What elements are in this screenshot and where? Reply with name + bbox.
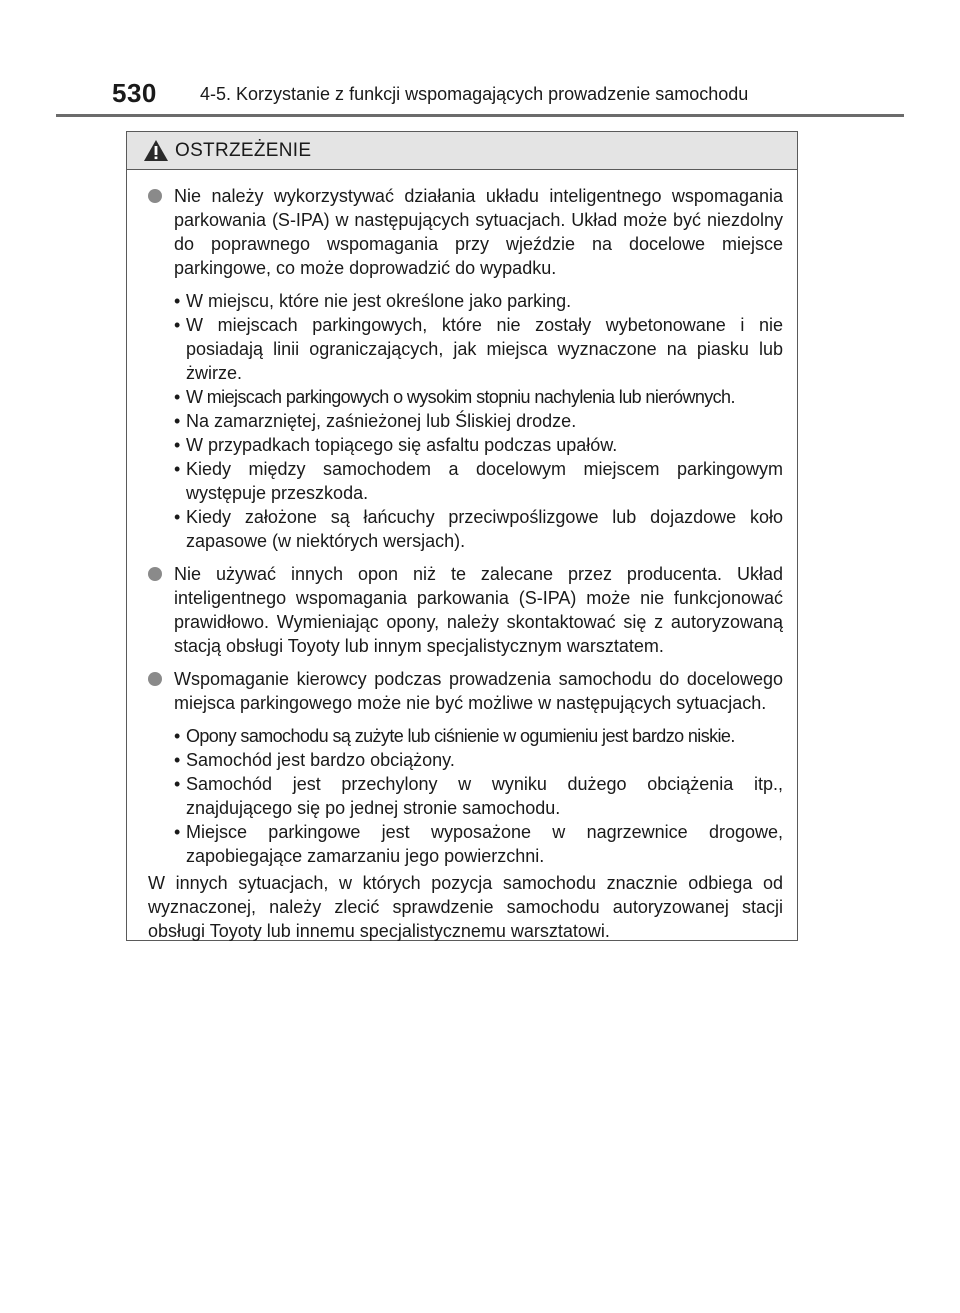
bullet-dot-icon [148,189,162,203]
list-item: • W miejscu, które nie jest określone jako parking. [174,291,572,311]
list-item: • W przypadkach topiącego się asfaltu podczas upałów. [174,435,618,455]
bullet-icon: • [174,435,181,455]
paragraph-text: Wspomaganie kierowcy podczas prowadzenia samochodu do docelowego miejsca parkingowego może nie być możliwe w następujących sytuacjach. [174,669,783,713]
bullet-icon: • [174,822,181,842]
list-item: • W miejscach parkingowych, które nie zostały wybetonowane i nie posiadają linii ograniczających, jak miejsca wyznaczone na piasku lub żwirze. [174,315,783,383]
header-rule [56,114,904,117]
warning-paragraph [148,562,783,658]
list-item: • Na zamarzniętej, zaśnieżonej lub Śliskiej drodze. [174,411,577,431]
list-item: • W miejscach parkingowych o wysokim stopniu nachylenia lub nierównych. [174,387,735,407]
bullet-icon: • [174,411,181,431]
condition-list [148,289,783,553]
bullet-icon: • [174,387,180,407]
list-item: • Samochód jest przechylony w wyniku dużego obciążenia itp., znajdującego się po jednej stronie samochodu. [174,774,783,818]
warning-box [126,131,798,941]
page-header [0,0,960,120]
bullet-dot-icon [148,567,162,581]
bullet-icon: • [174,507,181,527]
bullet-dot-icon [148,672,162,686]
warning-body [127,170,797,943]
bullet-icon: • [174,774,181,794]
warning-triangle-icon [143,139,169,162]
list-item: • Miejsce parkingowe jest wyposażone w nagrzewnice drogowe, zapobiegające zamarzaniu jego powierzchni. [174,822,783,866]
list-item: • Opony samochodu są zużyte lub ciśnienie w ogumieniu jest bardzo niskie. [174,726,735,746]
paragraph-text: Nie należy wykorzystywać działania układu inteligentnego wspomagania parkowania (S-IPA) w następujących sytuacjach. Układ może być niezdolny do poprawnego wspomagania przy wjeździe na docelowe miejsce parkingowe, co może doprowadzić do wypadku. [174,186,783,278]
bullet-icon: • [174,750,181,770]
bullet-icon: • [174,315,181,335]
bullet-icon: • [174,726,180,746]
page-number: 530 [112,78,157,108]
bullet-icon: • [174,459,181,479]
bullet-icon: • [174,291,181,311]
list-item: • Kiedy założone są łańcuchy przeciwpoślizgowe lub dojazdowe koło zapasowe (w niektórych wersjach). [174,507,783,551]
warning-title: OSTRZEŻENIE [175,139,312,161]
warning-header [127,132,797,170]
closing-paragraph: W innych sytuacjach, w których pozycja samochodu znacznie odbiega od wyznaczonej, należy zlecić sprawdzenie samochodu autoryzowanej stacji obsługi Toyoty lub innemu specjalistycznemu warsztatowi. [148,873,783,941]
warning-paragraph [148,667,783,715]
list-item: • Samochód jest bardzo obciążony. [174,750,455,770]
list-item: • Kiedy między samochodem a docelowym miejscem parkingowym występuje przeszkoda. [174,459,783,503]
condition-list [148,724,783,868]
warning-paragraph [148,184,783,280]
section-title: 4-5. Korzystanie z funkcji wspomagających prowadzenie samochodu [200,84,749,104]
paragraph-text: Nie używać innych opon niż te zalecane przez producenta. Układ inteligentnego wspomagania parkowania (S-IPA) może nie funkcjonować prawidłowo. Wymieniając opony, należy skontaktować się z autoryzowaną stacją obsługi Toyoty lub innym specjalistycznym warsztatem. [174,564,783,656]
